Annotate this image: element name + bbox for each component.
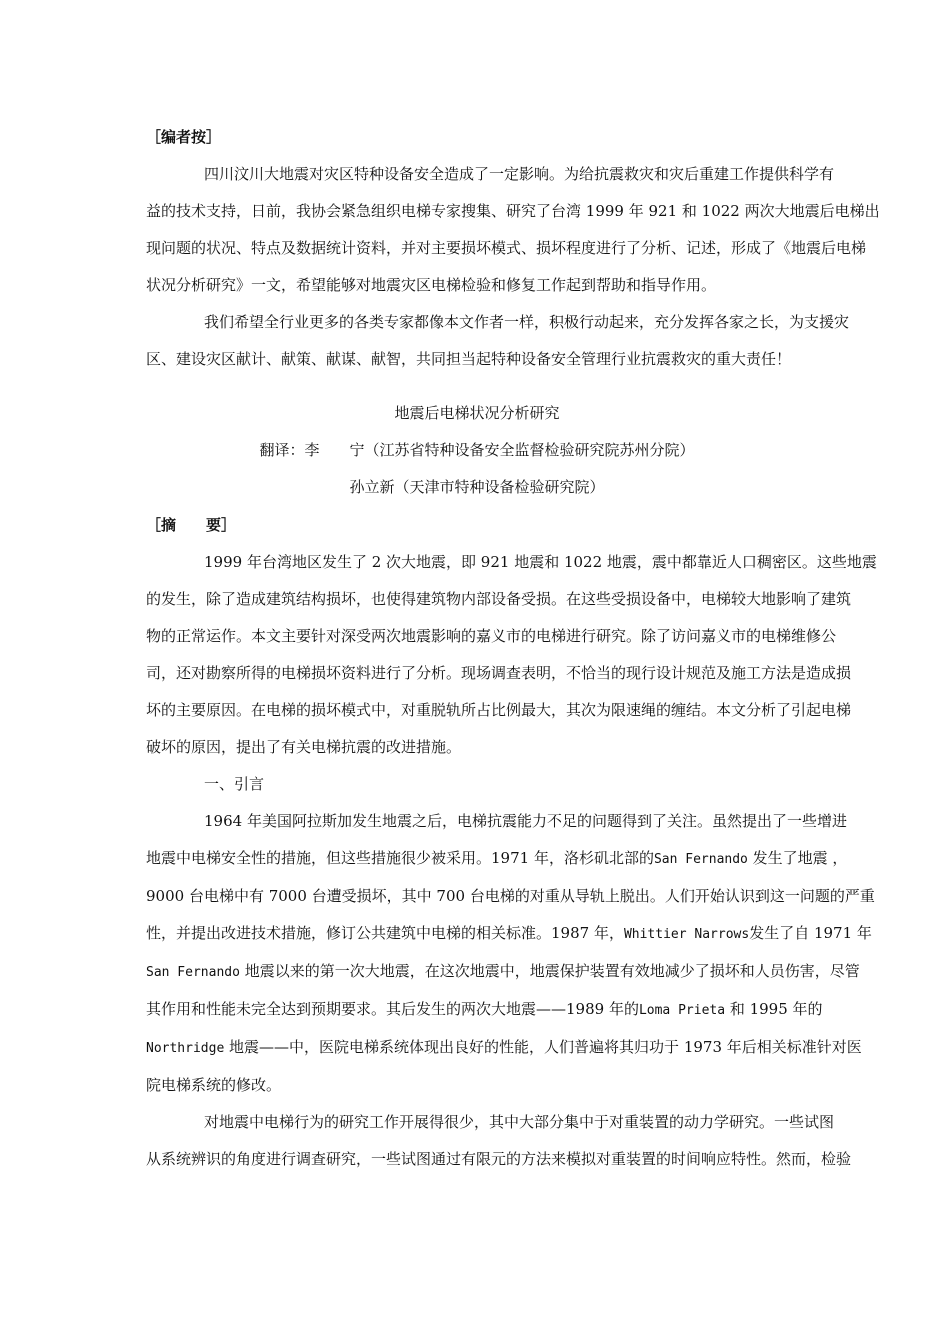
text-line: 益的技术支持，日前，我协会紧急组织电梯专家搜集、研究了台湾 1999 年 921 和 1022 两次大地震后电梯出: [146, 202, 880, 220]
section-heading-introduction: 一、引言: [204, 775, 265, 793]
text-line: 1999 年台湾地区发生了 2 次大地震，即 921 地震和 1022 地震，震中都靠近人口稠密区。这些地震: [204, 553, 877, 571]
text-line: 院电梯系统的修改。: [146, 1076, 282, 1094]
text-line: Northridge 地震——中，医院电梯系统体现出良好的性能，人们普遍将其归功于 1973 年后相关标准针对医: [146, 1038, 862, 1056]
text-line: 对地震中电梯行为的研究工作开展得很少，其中大部分集中于对重装置的动力学研究。一些试图: [204, 1113, 835, 1131]
text-line: 破坏的原因，提出了有关电梯抗震的改进措施。: [146, 738, 462, 756]
introduction-paragraph-1: [146, 803, 875, 1104]
place-name: Northridge: [146, 1041, 225, 1056]
text-line: 其作用和性能未完全达到预期要求。其后发生的两次大地震——1989 年的Loma Prieta 和 1995 年的: [146, 1000, 823, 1018]
text-line: 性，并提出改进技术措施，修订公共建筑中电梯的相关标准。1987 年，Whittier Narrows发生了自 1971 年: [146, 924, 872, 942]
text-line: 9000 台电梯中有 7000 台遭受损坏，其中 700 台电梯的对重从导轨上脱出。人们开始认识到这一问题的严重: [146, 887, 875, 905]
abstract-paragraph: [146, 544, 877, 766]
editor-note-paragraph-2: [146, 304, 850, 378]
text-line: 司，还对勘察所得的电梯损坏资料进行了分析。现场调查表明，不恰当的现行设计规范及施工方法是造成损: [146, 664, 852, 682]
translator-1: 翻译：李 宁（江苏省特种设备安全监督检验研究院苏州分院）: [259, 441, 695, 459]
text-line: 1964 年美国阿拉斯加发生地震之后，电梯抗震能力不足的问题得到了关注。虽然提出了一些增进: [204, 812, 847, 830]
text-line: 的发生，除了造成建筑结构损坏，也使得建筑物内部设备受损。在这些受损设备中，电梯较大地影响了建筑: [146, 590, 852, 608]
editor-note-heading: ［编者按］: [146, 128, 222, 146]
introduction-paragraph-2: [146, 1104, 852, 1178]
place-name: Loma Prieta: [638, 1003, 726, 1018]
text-line: 从系统辨识的角度进行调查研究，一些试图通过有限元的方法来模拟对重装置的时间响应特性。然而，检验: [146, 1150, 852, 1168]
text-line: 现问题的状况、特点及数据统计资料，并对主要损坏模式、损坏程度进行了分析、记述，形成了《地震后电梯: [146, 239, 867, 257]
text-line: 四川汶川大地震对灾区特种设备安全造成了一定影响。为给抗震救灾和灾后重建工作提供科学有: [204, 165, 835, 183]
place-name: San Fernando: [653, 852, 748, 867]
place-name: San Fernando: [146, 965, 240, 980]
document-body: [146, 126, 880, 1178]
translator-2: 孙立新（天津市特种设备检验研究院）: [349, 478, 605, 496]
text-line: 坏的主要原因。在电梯的损坏模式中，对重脱轨所占比例最大，其次为限速绳的缠结。本文分析了引起电梯: [146, 701, 852, 719]
abstract-heading: ［摘 要］: [146, 516, 237, 534]
article-title: 地震后电梯状况分析研究: [394, 404, 560, 422]
text-line: 物的正常运作。本文主要针对深受两次地震影响的嘉义市的电梯进行研究。除了访问嘉义市的电梯维修公: [146, 627, 837, 645]
text-line: 状况分析研究》一文，希望能够对地震灾区电梯检验和修复工作起到帮助和指导作用。: [146, 276, 717, 294]
text-line: 地震中电梯安全性的措施，但这些措施很少被采用。1971 年，洛杉矶北部的San Fernando 发生了地震 ，: [146, 849, 848, 867]
text-line: 区、建设灾区献计、献策、献谋、献智，共同担当起特种设备安全管理行业抗震救灾的重大责任！: [146, 350, 792, 368]
place-name: Whittier Narrows: [623, 927, 750, 942]
text-line: 我们希望全行业更多的各类专家都像本文作者一样，积极行动起来，充分发挥各家之长，为支援灾: [204, 313, 850, 331]
editor-note-paragraph-1: [146, 156, 880, 304]
text-line: San Fernando 地震以来的第一次大地震，在这次地震中，地震保护装置有效地减少了损坏和人员伤害，尽管: [146, 962, 860, 980]
